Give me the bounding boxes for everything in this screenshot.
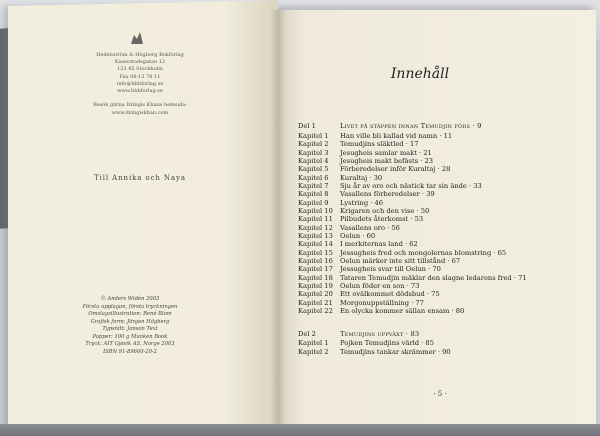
colophon-line: ISBN 91-89660-20-2 xyxy=(103,348,157,355)
publisher-info xyxy=(40,52,240,117)
toc-label: Kapitel 20 xyxy=(298,290,333,299)
toc-entry-title: Morgonuppställning · 77 xyxy=(340,298,424,307)
toc-label: Kapitel 1 xyxy=(298,131,329,140)
publisher-line: www.dzingiskhan.com xyxy=(111,109,169,116)
publisher-line: Fax 08-12 78 11 xyxy=(119,73,161,80)
toc-label: Kapitel 4 xyxy=(298,156,329,165)
publisher-line: Hedenström & Högberg Bokförlag xyxy=(96,52,184,58)
colophon xyxy=(40,296,220,356)
toc-entry-title: Vasallens oro · 56 xyxy=(340,223,400,232)
dedication: Till Annika och Naya xyxy=(94,174,186,182)
toc-part-row xyxy=(298,122,482,131)
toc-label: Kapitel 15 xyxy=(298,248,333,257)
toc-label: Kapitel 11 xyxy=(298,215,333,224)
toc-entry-title: Oelun märker inte sitt tillstånd · 67 xyxy=(340,257,461,266)
toc-label: Kapitel 9 xyxy=(298,198,329,207)
toc-entry-title: En olycka kommer sällan ensam · 80 xyxy=(340,307,465,316)
toc-label: Kapitel 2 xyxy=(298,347,329,356)
toc-label: Kapitel 3 xyxy=(298,148,329,157)
toc-entry-title: Han ville bli kallad vid namn · 11 xyxy=(340,131,453,140)
toc-entry-title: Oelun föder en son · 73 xyxy=(340,282,420,291)
publisher-line: 123 45 Stockholm xyxy=(117,66,163,73)
publisher-logo-icon xyxy=(128,30,146,46)
toc-label: Kapitel 17 xyxy=(298,265,333,274)
toc-entry-title: Jessugheis fred och mongolernas blomstring · 65 xyxy=(340,248,507,257)
toc-entry-title: Ett ovälkommet dödsbud · 75 xyxy=(340,290,440,299)
toc-label: Kapitel 18 xyxy=(298,273,333,282)
colophon-line: © Anders Widén 2003 xyxy=(100,296,160,302)
toc-label: Kapitel 13 xyxy=(298,232,333,240)
toc-entry-title: Pilbudets återkomst · 53 xyxy=(340,215,424,224)
toc-entry-title: Jesugheis samlar makt · 21 xyxy=(340,148,432,157)
colophon-line: Tryck: AIT Gjøvik AS, Norge 2003 xyxy=(85,341,175,347)
colophon-line: Typsnitt: Janson Text xyxy=(102,326,158,332)
toc-label: Del 1 xyxy=(298,122,316,130)
table-surface xyxy=(0,424,600,436)
toc-entry-title: Temudjins uppväxt · 83 xyxy=(340,329,420,338)
toc-entry-title: Temudjins släktled · 17 xyxy=(340,140,419,149)
publisher-line: www.hhbforlag.se xyxy=(117,88,163,95)
toc-title: Innehåll xyxy=(390,66,450,82)
toc-entry-title: Jesugheis makt befästs · 23 xyxy=(340,156,433,165)
toc-label: Del 2 xyxy=(298,329,316,338)
toc-label: Kapitel 7 xyxy=(298,181,329,190)
colophon-line: Grafisk form: Jörgen Högberg xyxy=(90,318,170,325)
toc-entry-title: Livet på stäppen innan Temudjin föds · 9 xyxy=(340,122,482,130)
toc-label: Kapitel 19 xyxy=(298,282,333,291)
toc-label: Kapitel 2 xyxy=(298,140,329,149)
publisher-line xyxy=(40,95,240,102)
toc-entry-title: Jessugheis svar till Oelun · 70 xyxy=(340,265,441,274)
toc-chapter-row xyxy=(298,307,464,316)
colophon-line: Papper: 100 g Munken Book xyxy=(92,333,168,340)
toc-label: Kapitel 5 xyxy=(298,165,329,174)
toc-entry-title: Förberedelser inför Kuraltaj · 28 xyxy=(340,165,451,174)
toc-label: Kapitel 12 xyxy=(298,223,333,232)
publisher-line: info@hhbforlag.se xyxy=(116,80,164,87)
toc-label: Kapitel 16 xyxy=(298,257,333,266)
toc-label: Kapitel 1 xyxy=(298,339,329,348)
toc-entry-title: Sju år av oro och nästick tar sin ände · 33 xyxy=(340,181,482,190)
toc-entry-title: I merkiternas land · 62 xyxy=(340,240,418,249)
toc-entry-title: Lystring · 46 xyxy=(340,198,384,207)
colophon-line: Första upplagan, första tryckningen xyxy=(82,303,178,310)
publisher-line: Kaserstadsgatan 12 xyxy=(114,59,166,66)
toc-label: Kapitel 6 xyxy=(298,173,329,182)
toc-label: Kapitel 14 xyxy=(298,240,333,249)
book-gutter xyxy=(270,10,286,436)
toc-entry-title: Temudjins tankar skrämmer · 90 xyxy=(340,347,451,356)
toc-chapter-row xyxy=(298,348,451,357)
colophon-line: Omslagsillustration: René Blom xyxy=(88,311,172,317)
toc-entry-title: Vasallens förberedelser · 39 xyxy=(340,190,435,199)
toc-label: Kapitel 22 xyxy=(298,307,333,316)
toc-label: Kapitel 8 xyxy=(298,190,329,199)
toc-label: Kapitel 21 xyxy=(298,298,333,307)
toc-label: Kapitel 10 xyxy=(298,206,333,215)
toc-part-row xyxy=(298,330,419,339)
toc-entry-title: Oelun · 60 xyxy=(340,232,376,240)
toc-entry-title: Pojken Temudjins värld · 85 xyxy=(340,339,434,348)
toc-entry-title: Kuraltaj · 30 xyxy=(340,173,383,182)
toc-entry-title: Tataren Temudjin mäklar den slagne ledarens fred · 71 xyxy=(340,273,527,282)
toc-entry-title: Krigaren och den vise · 50 xyxy=(340,206,430,215)
publisher-line: Besök gärna Dzingis Khans hemsida: xyxy=(93,102,187,109)
page-number: · 5 · xyxy=(433,390,447,398)
